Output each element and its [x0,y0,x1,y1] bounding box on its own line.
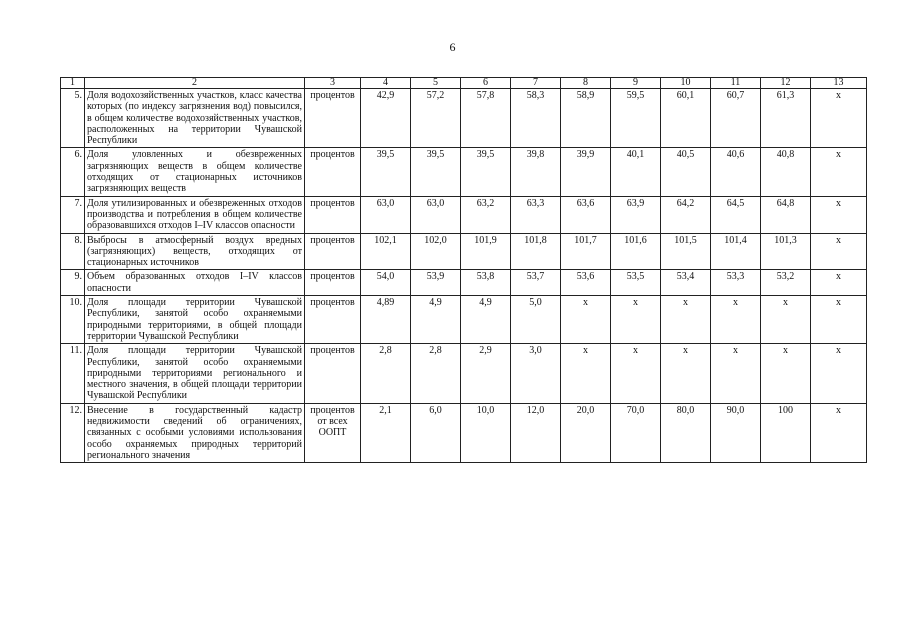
value-cell: 63,9 [611,196,661,233]
unit-cell: процентов [305,270,361,296]
value-cell: х [811,196,867,233]
value-cell: 53,8 [461,270,511,296]
unit-cell: процентов [305,233,361,270]
table-header-row [61,78,867,89]
value-cell: 53,9 [411,270,461,296]
indicator-name: Доля уловленных и обезвреженных загрязняющих веществ в общем количестве отходящих от стационарных источников загрязняющих веществ [85,148,305,196]
value-cell: 101,4 [711,233,761,270]
value-cell: 59,5 [611,89,661,148]
value-cell: х [661,296,711,344]
indicator-name: Доля площади территории Чувашской Республики, занятой особо охраняемыми природными территориями регионального и местного значения, в общей площади территории Чувашской Республики [85,344,305,403]
value-cell: х [811,233,867,270]
value-cell: 40,6 [711,148,761,196]
row-number: 9. [61,270,85,296]
row-number: 7. [61,196,85,233]
value-cell: 10,0 [461,403,511,462]
value-cell: х [811,148,867,196]
value-cell: 101,6 [611,233,661,270]
column-header: 12 [761,78,811,89]
value-cell: х [761,296,811,344]
column-header: 13 [811,78,867,89]
unit-cell: процентов от всех ООПТ [305,403,361,462]
value-cell: х [711,344,761,403]
value-cell: 2,8 [361,344,411,403]
value-cell: 101,8 [511,233,561,270]
row-number: 11. [61,344,85,403]
indicator-name: Доля водохозяйственных участков, класс качества которых (по индексу загрязнения вод) повысился, в общем количестве водохозяйственных участков, расположенных на территории Чувашской Республики [85,89,305,148]
value-cell: 20,0 [561,403,611,462]
page-number: 6 [449,40,456,54]
value-cell: 4,9 [411,296,461,344]
column-header: 11 [711,78,761,89]
column-header: 3 [305,78,361,89]
indicators-table [60,77,867,463]
row-number: 8. [61,233,85,270]
value-cell: 60,1 [661,89,711,148]
value-cell: 3,0 [511,344,561,403]
column-header: 9 [611,78,661,89]
table-row [61,148,867,196]
table-row [61,196,867,233]
value-cell: 101,3 [761,233,811,270]
indicator-name: Внесение в государственный кадастр недвижимости сведений об ограничениях, связанных с особыми условиями использования особо охраняемых природных территорий регионального значения [85,403,305,462]
table-row [61,403,867,462]
value-cell: 53,4 [661,270,711,296]
value-cell: 54,0 [361,270,411,296]
value-cell: 58,9 [561,89,611,148]
indicator-name: Выбросы в атмосферный воздух вредных (загрязняющих) веществ, отходящих от стационарных источников [85,233,305,270]
value-cell: х [811,296,867,344]
value-cell: х [811,270,867,296]
table-row [61,89,867,148]
value-cell: 102,0 [411,233,461,270]
row-number: 10. [61,296,85,344]
value-cell: 64,5 [711,196,761,233]
value-cell: 63,0 [361,196,411,233]
value-cell: 58,3 [511,89,561,148]
indicator-name: Объем образованных отходов I–IV классов опасности [85,270,305,296]
value-cell: 90,0 [711,403,761,462]
value-cell: х [561,344,611,403]
value-cell: 6,0 [411,403,461,462]
value-cell: х [761,344,811,403]
value-cell: 57,2 [411,89,461,148]
table-body [61,78,867,463]
column-header: 4 [361,78,411,89]
unit-cell: процентов [305,196,361,233]
value-cell: 39,5 [361,148,411,196]
column-header: 6 [461,78,511,89]
table-row [61,344,867,403]
value-cell: х [611,344,661,403]
value-cell: 2,9 [461,344,511,403]
indicator-name: Доля площади территории Чувашской Республики, занятой особо охраняемыми природными территориями, в общей площади территории Чувашской Республики [85,296,305,344]
value-cell: 40,8 [761,148,811,196]
value-cell: 39,5 [461,148,511,196]
value-cell: х [561,296,611,344]
value-cell: 53,2 [761,270,811,296]
row-number: 5. [61,89,85,148]
column-header: 8 [561,78,611,89]
value-cell: 53,7 [511,270,561,296]
value-cell: 2,8 [411,344,461,403]
column-header: 2 [85,78,305,89]
value-cell: 101,7 [561,233,611,270]
value-cell: 70,0 [611,403,661,462]
value-cell: х [711,296,761,344]
value-cell: 60,7 [711,89,761,148]
value-cell: х [611,296,661,344]
unit-cell: процентов [305,344,361,403]
value-cell: х [661,344,711,403]
value-cell: 39,8 [511,148,561,196]
column-header: 10 [661,78,711,89]
value-cell: 61,3 [761,89,811,148]
value-cell: х [811,344,867,403]
value-cell: 4,89 [361,296,411,344]
column-header: 7 [511,78,561,89]
column-header: 1 [61,78,85,89]
value-cell: 5,0 [511,296,561,344]
value-cell: 2,1 [361,403,411,462]
value-cell: 101,5 [661,233,711,270]
value-cell: 42,9 [361,89,411,148]
value-cell: 4,9 [461,296,511,344]
value-cell: 53,5 [611,270,661,296]
value-cell: 80,0 [661,403,711,462]
value-cell: 57,8 [461,89,511,148]
row-number: 6. [61,148,85,196]
value-cell: 63,3 [511,196,561,233]
value-cell: 63,0 [411,196,461,233]
value-cell: х [811,89,867,148]
column-header: 5 [411,78,461,89]
table-row [61,270,867,296]
value-cell: 53,6 [561,270,611,296]
unit-cell: процентов [305,296,361,344]
value-cell: 39,9 [561,148,611,196]
value-cell: х [811,403,867,462]
row-number: 12. [61,403,85,462]
value-cell: 101,9 [461,233,511,270]
table-row [61,233,867,270]
value-cell: 100 [761,403,811,462]
value-cell: 102,1 [361,233,411,270]
value-cell: 40,5 [661,148,711,196]
value-cell: 63,2 [461,196,511,233]
indicator-name: Доля утилизированных и обезвреженных отходов производства и потребления в общем количестве образовавшихся отходов I–IV классов опасности [85,196,305,233]
value-cell: 64,8 [761,196,811,233]
unit-cell: процентов [305,89,361,148]
value-cell: 39,5 [411,148,461,196]
value-cell: 64,2 [661,196,711,233]
value-cell: 63,6 [561,196,611,233]
table-row [61,296,867,344]
value-cell: 40,1 [611,148,661,196]
value-cell: 53,3 [711,270,761,296]
unit-cell: процентов [305,148,361,196]
value-cell: 12,0 [511,403,561,462]
